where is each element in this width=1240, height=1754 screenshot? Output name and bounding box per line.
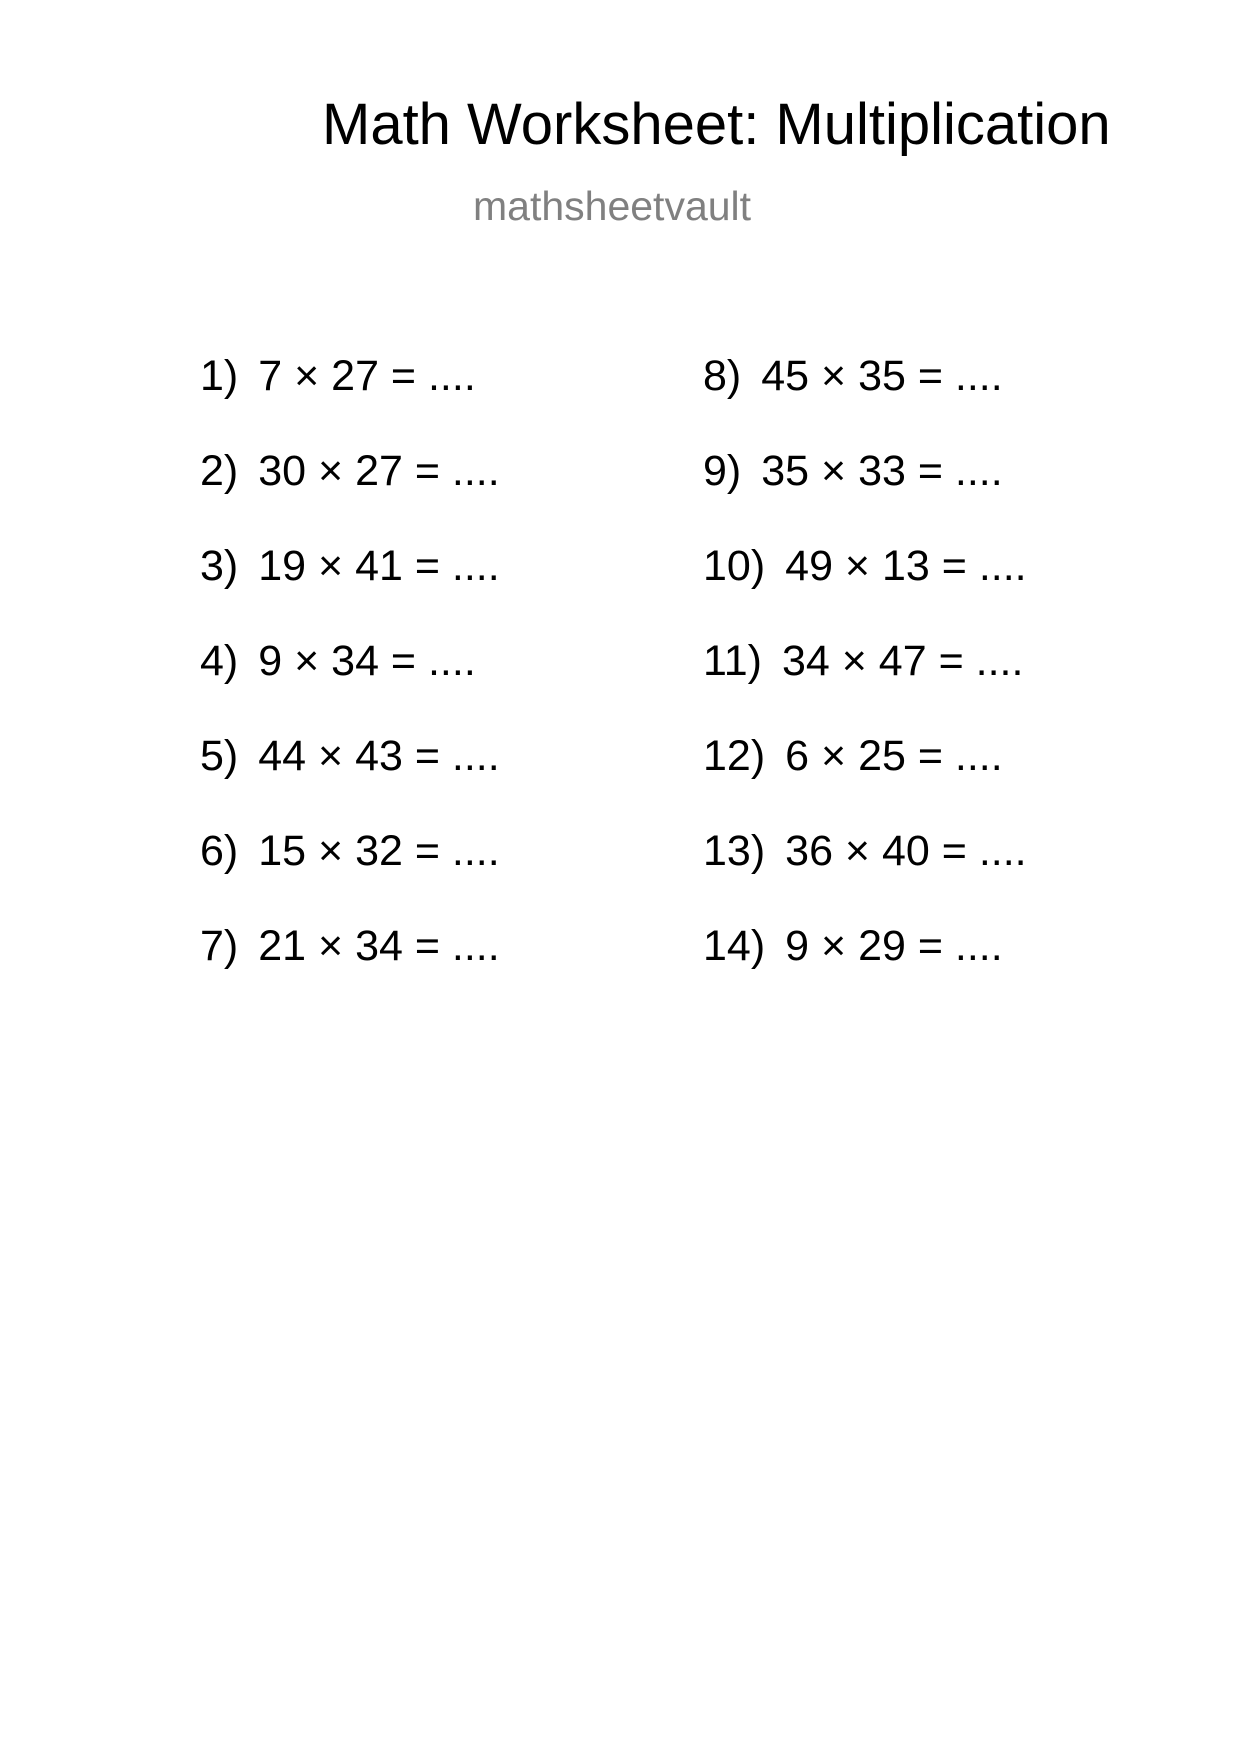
problem-item — [200, 732, 500, 830]
problem-number: 6) — [200, 827, 239, 875]
problem-item — [200, 542, 500, 640]
problem-item — [703, 352, 1027, 450]
problem-item — [703, 922, 1027, 1020]
problem-number: 5) — [200, 732, 239, 780]
problem-number: 7) — [200, 922, 239, 970]
problem-expression: 34 × 47 = .... — [781, 637, 1024, 685]
problem-expression: 19 × 41 = .... — [258, 542, 500, 590]
problem-number: 11) — [703, 637, 762, 685]
problem-number: 2) — [200, 447, 239, 495]
problem-number: 10) — [703, 542, 766, 590]
problem-item — [200, 352, 500, 450]
problem-expression: 6 × 25 = .... — [785, 732, 1003, 780]
worksheet-subtitle: mathsheetvault — [473, 183, 752, 229]
problem-expression: 9 × 34 = .... — [258, 637, 476, 685]
problem-expression: 49 × 13 = .... — [785, 542, 1027, 590]
problem-item — [200, 922, 500, 1020]
problem-item — [703, 827, 1027, 925]
problem-expression: 7 × 27 = .... — [258, 352, 476, 400]
problem-expression: 36 × 40 = .... — [785, 827, 1027, 875]
problem-expression: 45 × 35 = .... — [761, 352, 1003, 400]
problem-item — [200, 637, 500, 735]
problem-column-left — [200, 352, 500, 1020]
problem-number: 9) — [703, 447, 742, 495]
problem-item — [703, 447, 1027, 545]
problem-item — [703, 637, 1027, 735]
problem-number: 13) — [703, 827, 766, 875]
problem-number: 4) — [200, 637, 239, 685]
problem-number: 8) — [703, 352, 742, 400]
problem-expression: 44 × 43 = .... — [258, 732, 500, 780]
problem-item — [703, 732, 1027, 830]
problem-number: 1) — [200, 352, 239, 400]
problem-expression: 35 × 33 = .... — [761, 447, 1003, 495]
problem-expression: 30 × 27 = .... — [258, 447, 500, 495]
problem-item — [200, 447, 500, 545]
problem-number: 12) — [703, 732, 766, 780]
problem-item — [703, 542, 1027, 640]
problem-expression: 21 × 34 = .... — [258, 922, 500, 970]
problem-expression: 9 × 29 = .... — [785, 922, 1003, 970]
worksheet-title: Math Worksheet: Multiplication — [322, 92, 1111, 157]
problem-item — [200, 827, 500, 925]
problem-number: 3) — [200, 542, 239, 590]
problem-column-right — [703, 352, 1027, 1020]
problem-expression: 15 × 32 = .... — [258, 827, 500, 875]
problem-number: 14) — [703, 922, 766, 970]
